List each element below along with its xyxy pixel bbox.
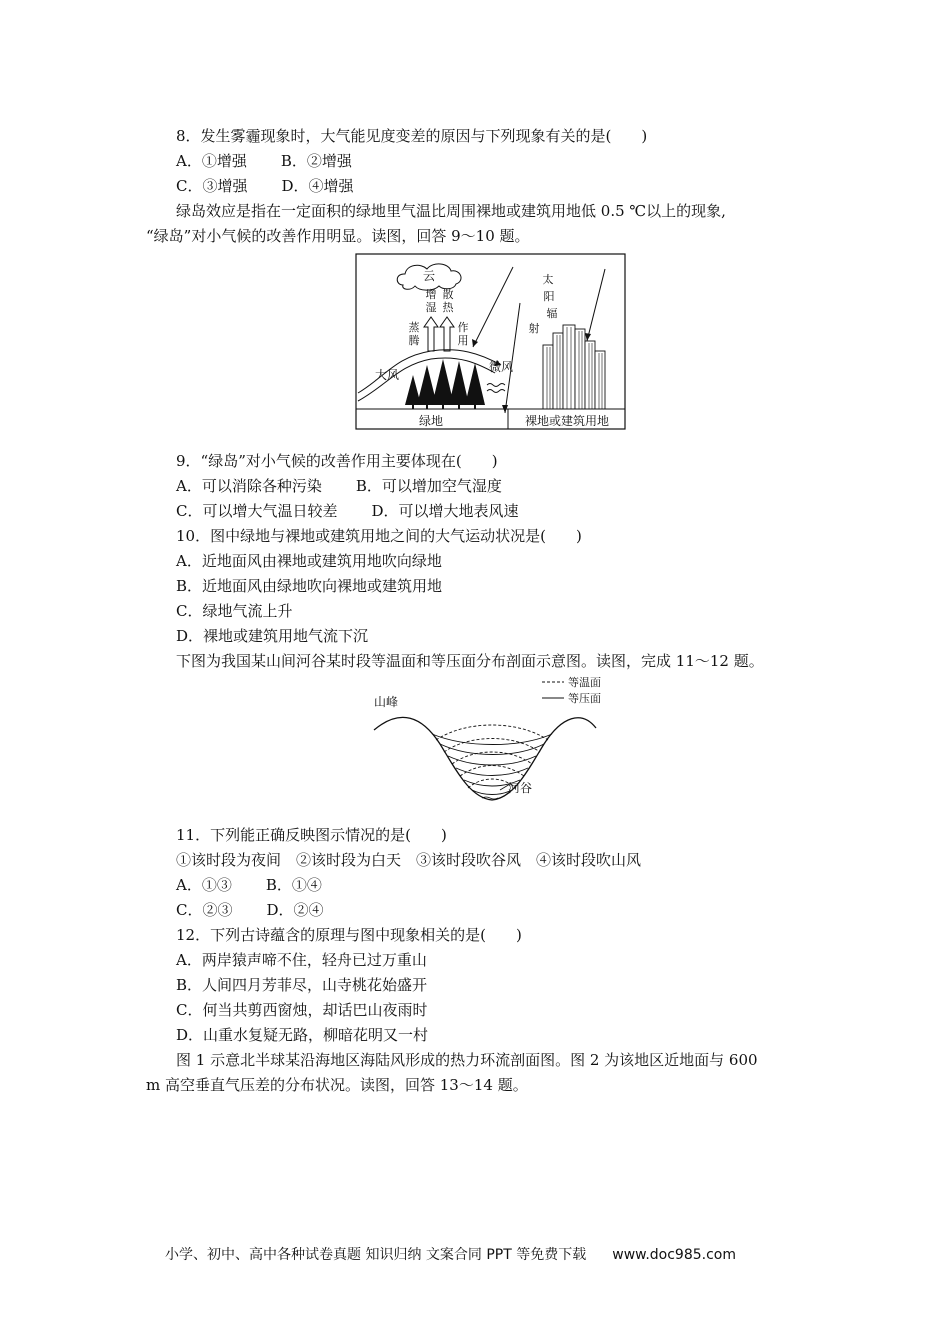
effect-label-1: 作 (457, 321, 469, 334)
footer-site-link[interactable]: www.doc985.com (612, 1247, 736, 1263)
q10-option-c: C．绿地气流上升 (176, 602, 293, 620)
q8-option-b: B．②增强 (280, 152, 352, 170)
intro3-line2: m 高空垂直气压差的分布状况。读图，回答 13～14 题。 (146, 1076, 528, 1094)
q11-stem: 11．下列能正确反映图示情况的是( ) (176, 826, 447, 844)
solar-label-2: 阳 (543, 290, 555, 303)
q12-option-d: D．山重水复疑无路，柳暗花明又一村 (176, 1026, 429, 1044)
solar-label-3: 辐 (546, 307, 558, 320)
evaporation-label-1: 蒸 (408, 321, 420, 334)
q8-option-d: D．④增强 (281, 177, 354, 195)
q11-options-row2 (176, 900, 324, 920)
q12-stem: 12．下列古诗蕴含的原理与图中现象相关的是( ) (176, 926, 522, 944)
q10-option-b: B．近地面风由绿地吹向裸地或建筑用地 (176, 577, 443, 595)
q11-statements: ①该时段为夜间 ②该时段为白天 ③该时段吹谷风 ④该时段吹山风 (176, 851, 642, 869)
q8-options-row1 (176, 151, 352, 171)
q9-options-row1 (176, 476, 502, 496)
q11-option-b: B．①④ (265, 876, 322, 894)
q8-stem: 8．发生雾霾现象时，大气能见度变差的原因与下列现象有关的是( ) (176, 127, 648, 145)
evaporation-label-2: 腾 (408, 334, 420, 347)
valley-label: 河谷 (508, 781, 533, 795)
intro1-line1: 绿岛效应是指在一定面积的绿地里气温比周围裸地或建筑用地低 0.5 ℃以上的现象, (176, 202, 726, 220)
q11-option-c: C．②③ (176, 901, 233, 919)
humidify-label-2: 湿 (425, 301, 437, 314)
q10-option-d: D．裸地或建筑用地气流下沉 (176, 627, 369, 645)
greenland-label: 绿地 (418, 414, 444, 428)
isotherms (436, 725, 548, 788)
q9-stem: 9．“绿岛”对小气候的改善作用主要体现在( ) (176, 452, 498, 470)
legend-isotherm-label: 等温面 (568, 676, 601, 689)
q12-option-a: A．两岸猿声啼不住，轻舟已过万重山 (176, 951, 427, 969)
footer (165, 1246, 736, 1264)
q8-options-row2 (176, 176, 354, 196)
solar-label-4: 射 (528, 322, 540, 335)
q10-option-a: A．近地面风由裸地或建筑用地吹向绿地 (176, 552, 442, 570)
dissipate-label-1: 散 (442, 288, 454, 301)
intro2: 下图为我国某山间河谷某时段等温面和等压面分布剖面示意图。读图，完成 11～12 题。 (176, 652, 764, 670)
effect-label-2: 用 (457, 334, 469, 347)
legend-isobar-label: 等压面 (568, 692, 601, 705)
q8-option-c: C．③增强 (176, 177, 248, 195)
bare-land-label: 裸地或建筑用地 (524, 414, 610, 428)
dissipate-label-2: 热 (442, 301, 454, 314)
footer-text: 小学、初中、高中各种试卷真题 知识归纳 文案合同 PPT 等免费下载 (165, 1247, 587, 1263)
isobars (432, 734, 552, 795)
q9-option-b: B．可以增加空气湿度 (355, 477, 502, 495)
valley-profile (374, 717, 596, 800)
q9-option-c: C．可以增大气温日较差 (176, 502, 338, 520)
humidify-label-1: 增 (425, 288, 437, 301)
q9-options-row2 (176, 501, 519, 521)
q8-option-a: A．①增强 (176, 152, 247, 170)
q12-option-b: B．人间四月芳菲尽，山寺桃花始盛开 (176, 976, 428, 994)
peak-label: 山峰 (374, 695, 399, 709)
strong-wind-label: 大风 (375, 368, 400, 382)
q11-options-row1 (176, 875, 322, 895)
valley-figure (370, 672, 620, 804)
intro1-line2: “绿岛”对小气候的改善作用明显。读图，回答 9～10 题。 (146, 227, 530, 245)
q9-option-d: D．可以增大地表风速 (371, 502, 519, 520)
intro3-line1: 图 1 示意北半球某沿海地区海陆风形成的热力环流剖面图。图 2 为该地区近地面与 600 (176, 1051, 758, 1069)
q11-option-d: D．②④ (266, 901, 324, 919)
green-island-figure (355, 253, 627, 431)
q11-option-a: A．①③ (176, 876, 232, 894)
q9-option-a: A．可以消除各种污染 (176, 477, 322, 495)
q10-stem: 10．图中绿地与裸地或建筑用地之间的大气运动状况是( ) (176, 527, 582, 545)
cloud-label: 云 (422, 269, 436, 283)
q12-option-c: C．何当共剪西窗烛，却话巴山夜雨时 (176, 1001, 428, 1019)
breeze-label: 微风 (489, 360, 514, 374)
solar-label-1: 太 (542, 273, 554, 286)
